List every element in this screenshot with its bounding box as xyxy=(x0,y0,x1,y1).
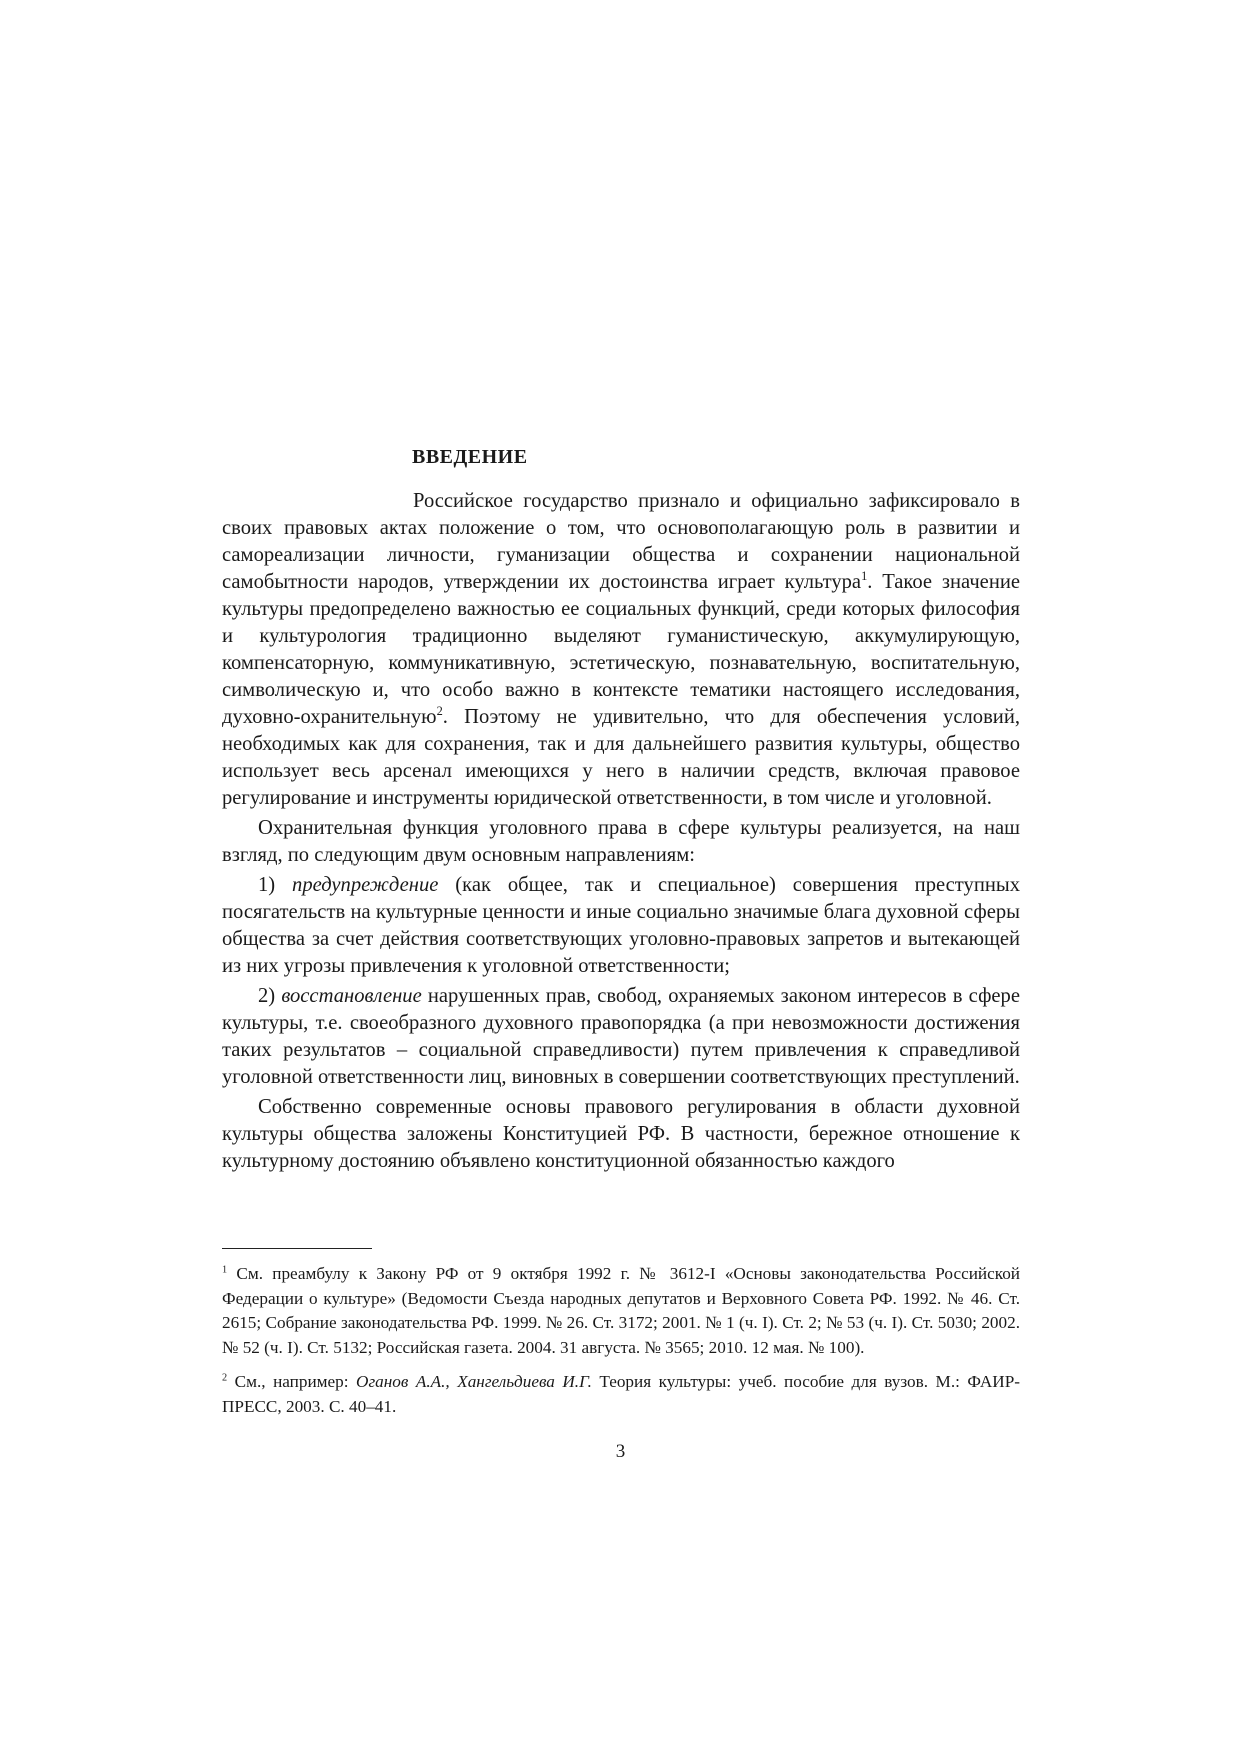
paragraph-intro-part-c: . Поэтому не удивительно, что для обеспечения условий, необходимых как для сохранения, так и для дальнейшего развития культуры, общество использует весь арсенал имеющихся у него в наличии средств, включая правовое регулирование и инструменты юридической ответственности, в том числе и уголовной. xyxy=(222,706,1020,809)
footnote-2 xyxy=(222,1370,1020,1419)
paragraph-constitution: Собственно современные основы правового регулирования в области духовной культуры общества заложены Конституцией РФ. В частности, бережное отношение к культурному достоянию объявлено конституционной обязанностью каждого xyxy=(222,1096,1020,1172)
list-item-prevention-number: 1) xyxy=(258,874,293,896)
list-item-restoration-term: восстановление xyxy=(281,985,422,1007)
footnotes xyxy=(222,1262,1020,1419)
footnote-divider xyxy=(222,1248,372,1249)
footnote-2-source: Теория культуры: учеб. пособие для вузов. М.: ФАИР-ПРЕСС, 2003. С. 40–41. xyxy=(222,1372,1020,1416)
footnote-2-number: 2 xyxy=(222,1372,228,1384)
list-item-prevention-text: (как общее, так и специальное) совершения преступных посягательств на культурные ценности и иные социально значимые блага духовной сферы общества за счет действия соответствующих уголовно-правовых запретов и вытекающей из них угрозы привлечения к уголовной ответственности; xyxy=(222,874,1020,977)
footnote-ref-2: 2 xyxy=(436,704,443,719)
paragraph-intro-part-b: . Такое значение культуры предопределено важностью ее социальных функций, среди которых философия и культурология традиционно выделяют гуманистическую, аккумулирующую, компенсаторную, коммуникативную, эстетическую, познавательную, воспитательную, символическую и, что особо важно в контексте тематики настоящего исследования, духовно-охранительную xyxy=(222,571,1021,728)
paragraph-intro-part-a: Российское государство признало и официально зафиксировало в своих правовых актах положение о том, что основополагающую роль в развитии и самореализации личности, гуманизации общества и сохранении национальной самобытности народов, утверждении их достоинства играет культура xyxy=(222,490,1020,593)
list-item-prevention-term: предупреждение xyxy=(292,874,439,896)
footnote-1 xyxy=(222,1262,1020,1360)
paragraph-intro xyxy=(222,488,1020,812)
footnote-1-text: См. преамбулу к Закону РФ от 9 октября 1992 г. № 3612-I «Основы законодательства Российской Федерации о культуре» (Ведомости Съезда народных депутатов и Верховного Совета РФ. 1992. № 46. Ст. 2615; Собрание законодательства РФ. 1999. № 26. Ст. 3172; 2001. № 1 (ч. I). Ст. 2; № 53 (ч. I). Ст. 5030; 2002. № 52 (ч. I). Ст. 5132; Российская газета. 2004. 31 августа. № 3565; 2010. 12 мая. № 100). xyxy=(222,1264,1020,1357)
footnote-1-number: 1 xyxy=(222,1264,228,1276)
paragraph-protective-function: Охранительная функция уголовного права в сфере культуры реализуется, на наш взгляд, по следующим двум основным направлениям: xyxy=(222,817,1020,866)
list-item-prevention xyxy=(222,872,1020,980)
footnote-2-authors: Оганов А.А., Хангельдиева И.Г. xyxy=(356,1372,592,1391)
section-heading: ВВЕДЕНИЕ xyxy=(412,446,528,468)
list-item-restoration-text: нарушенных прав, свобод, охраняемых законом интересов в сфере культуры, т.е. своеобразного духовного правопорядка (а при невозможности достижения таких результатов – социальной справедливости) путем привлечения к справедливой уголовной ответственности лиц, виновных в совершении соответствующих преступлений. xyxy=(222,985,1020,1088)
list-item-restoration-number: 2) xyxy=(258,985,282,1007)
list-item-restoration xyxy=(222,983,1020,1091)
main-text xyxy=(222,488,1020,1175)
footnote-ref-1: 1 xyxy=(861,569,868,584)
footnote-2-prefix: См., например: xyxy=(227,1372,357,1391)
page-number: 3 xyxy=(615,1441,626,1462)
